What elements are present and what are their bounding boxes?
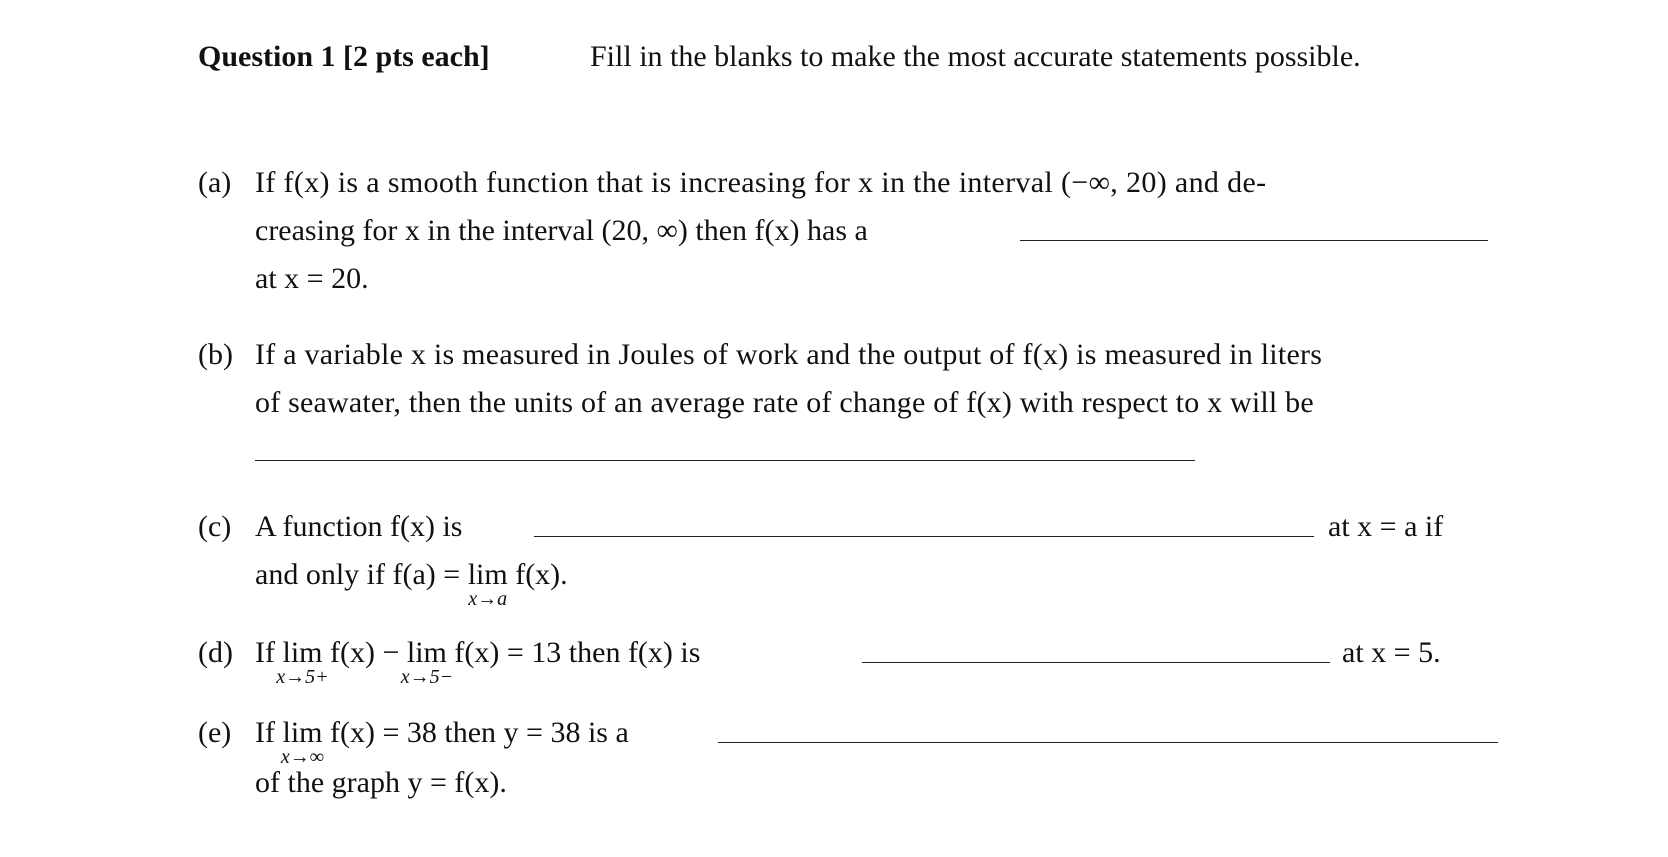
item-c-line2 <box>255 558 568 610</box>
item-c-lim-subscript: x→a <box>468 588 508 610</box>
item-d-label: (d) <box>198 636 233 669</box>
item-b-answer-blank[interactable] <box>255 460 1195 461</box>
item-c-line2-end: f(x). <box>515 558 568 591</box>
item-c-line1-end: at x = a if <box>1328 510 1444 543</box>
item-c-line1-start: A function f(x) is <box>255 510 463 543</box>
item-d-line <box>255 636 701 688</box>
item-c-line2-start: and only if f(a) = <box>255 558 461 591</box>
item-d-lim2-subscript: x→5− <box>400 666 454 688</box>
question-header <box>198 40 490 74</box>
item-d-mid1: f(x) − <box>330 636 400 669</box>
item-e-start: If <box>255 716 275 749</box>
item-d-lim2-word: lim <box>406 636 447 669</box>
item-d-end: at x = 5. <box>1342 636 1441 669</box>
item-e-line1 <box>255 716 629 768</box>
item-a-line2: creasing for x in the interval (20, ∞) then f(x) has a <box>255 214 868 247</box>
item-e-lim-subscript: x→∞ <box>280 746 325 768</box>
item-d-lim1-subscript: x→5+ <box>276 666 329 688</box>
item-c-answer-blank[interactable] <box>534 536 1314 537</box>
item-d-limit-left <box>400 636 454 688</box>
item-d-lim1-word: lim <box>282 636 323 669</box>
item-e-mid: f(x) = 38 then y = 38 is a <box>330 716 629 749</box>
item-b-line2: of seawater, then the units of an average rate of change of f(x) with respect to x will be <box>255 386 1314 419</box>
item-a-line1: If f(x) is a smooth function that is increasing for x in the interval (−∞, 20) and de- <box>255 166 1267 199</box>
item-d-limit-right <box>276 636 329 688</box>
item-b-line1: If a variable x is measured in Joules of work and the output of f(x) is measured in liters <box>255 338 1323 371</box>
question-label: Question 1 [2 pts each] <box>198 40 490 73</box>
item-e-label: (e) <box>198 716 232 749</box>
item-b-label: (b) <box>198 338 233 371</box>
item-c-limit <box>467 558 508 610</box>
item-c-lim-word: lim <box>467 558 508 591</box>
item-d-mid2: f(x) = 13 then f(x) is <box>454 636 701 669</box>
item-d-answer-blank[interactable] <box>862 662 1330 663</box>
item-d-start: If <box>255 636 275 669</box>
item-c-label: (c) <box>198 510 232 543</box>
item-a-label: (a) <box>198 166 232 199</box>
item-a-line3: at x = 20. <box>255 262 369 295</box>
item-a-answer-blank[interactable] <box>1020 240 1488 241</box>
item-e-limit <box>280 716 325 768</box>
item-e-lim-word: lim <box>282 716 323 749</box>
question-instruction: Fill in the blanks to make the most accurate statements possible. <box>590 40 1361 73</box>
item-e-answer-blank[interactable] <box>718 742 1498 743</box>
item-e-line2: of the graph y = f(x). <box>255 766 507 799</box>
